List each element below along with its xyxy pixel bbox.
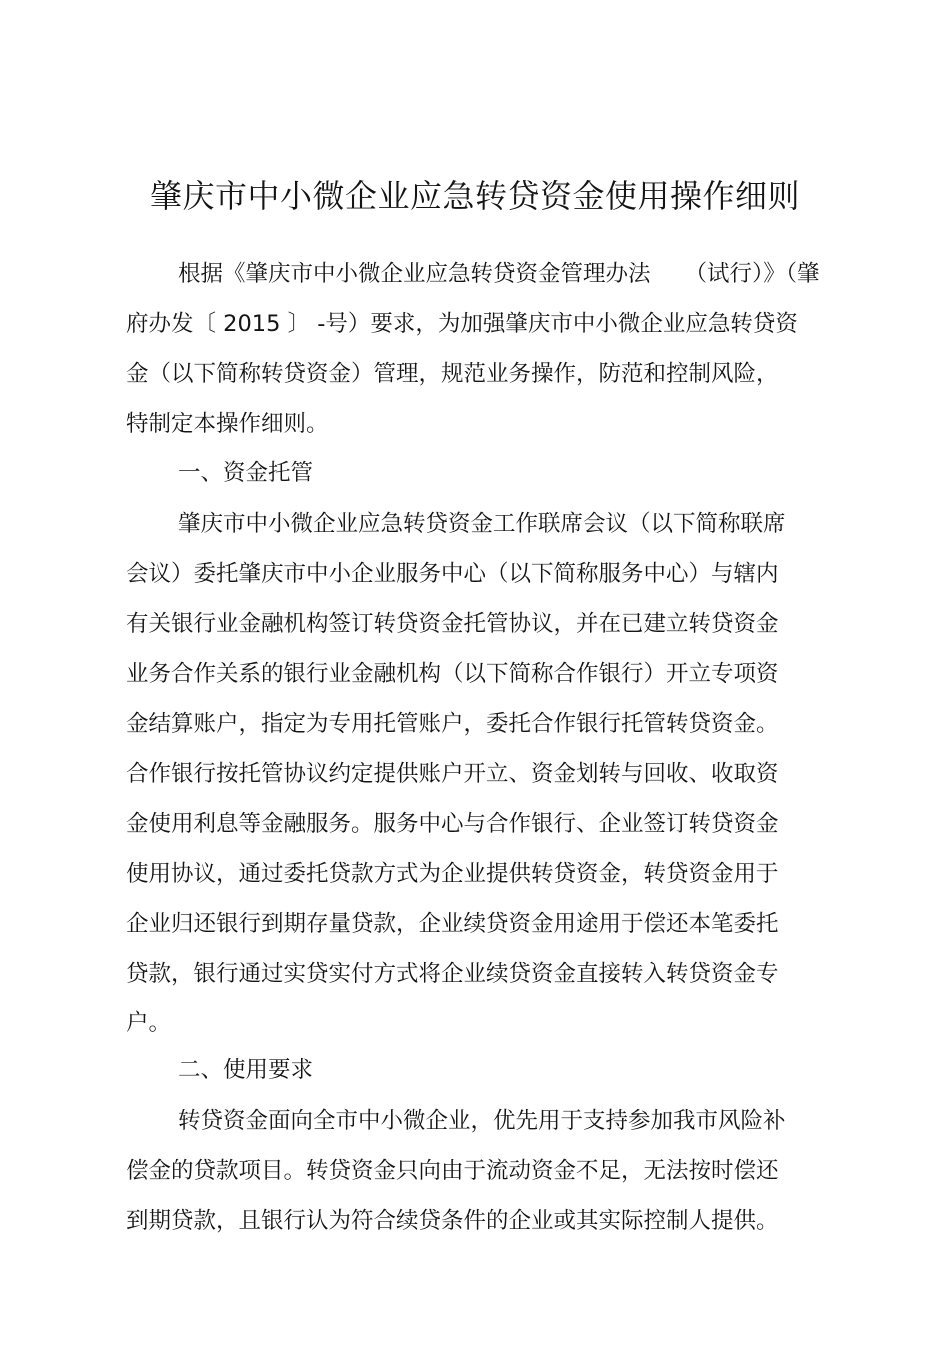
paragraph-line-6: 会议）委托肇庆市中小企业服务中心（以下简称服务中心）与辖内 <box>126 561 779 587</box>
paragraph-line-13: 企业归还银行到期存量贷款，企业续贷资金用途用于偿还本笔委托 <box>126 911 779 937</box>
document-title: 肇庆市中小微企业应急转贷资金使用操作细则 <box>149 177 800 215</box>
paragraph-line-12: 使用协议，通过委托贷款方式为企业提供转贷资金，转贷资金用于 <box>126 861 779 887</box>
paragraph-line-9: 金结算账户，指定为专用托管账户，委托合作银行托管转贷资金。 <box>126 711 779 737</box>
paragraph-line-11: 金使用利息等金融服务。服务中心与合作银行、企业签订转贷资金 <box>126 811 779 837</box>
paragraph-line-18: 到期贷款，且银行认为符合续贷条件的企业或其实际控制人提供。 <box>126 1208 779 1234</box>
paragraph-line-1-part-1: 根据《肇庆市中小微企业应急转贷资金管理办法 <box>178 261 651 287</box>
paragraph-line-14: 贷款，银行通过实贷实付方式将企业续贷资金直接转入转贷资金专 <box>126 961 779 987</box>
paragraph-line-2: 府办发〔 2015 〕 -号）要求，为加强肇庆市中小微企业应急转贷资 <box>126 311 798 337</box>
paragraph-line-10: 合作银行按托管协议约定提供账户开立、资金划转与回收、收取资 <box>126 761 779 787</box>
paragraph-line-15: 户。 <box>126 1010 172 1036</box>
paragraph-line-3: 金（以下简称转贷资金）管理，规范业务操作，防范和控制风险， <box>126 361 779 387</box>
paragraph-line-16: 转贷资金面向全市中小微企业，优先用于支持参加我市风险补 <box>178 1108 786 1134</box>
section-heading-1: 一、资金托管 <box>178 460 314 486</box>
paragraph-line-17: 偿金的贷款项目。转贷资金只向由于流动资金不足，无法按时偿还 <box>126 1158 779 1184</box>
paragraph-line-4: 特制定本操作细则。 <box>126 411 329 437</box>
paragraph-line-8: 业务合作关系的银行业金融机构（以下简称合作银行）开立专项资 <box>126 661 779 687</box>
section-heading-2: 二、使用要求 <box>178 1057 314 1083</box>
paragraph-line-5: 肇庆市中小微企业应急转贷资金工作联席会议（以下简称联席 <box>178 511 786 537</box>
paragraph-line-7: 有关银行业金融机构签订转贷资金托管协议，并在已建立转贷资金 <box>126 611 779 637</box>
paragraph-line-1-part-2: （试行）》（肇 <box>684 261 820 287</box>
paragraph-line-1 <box>178 259 820 289</box>
